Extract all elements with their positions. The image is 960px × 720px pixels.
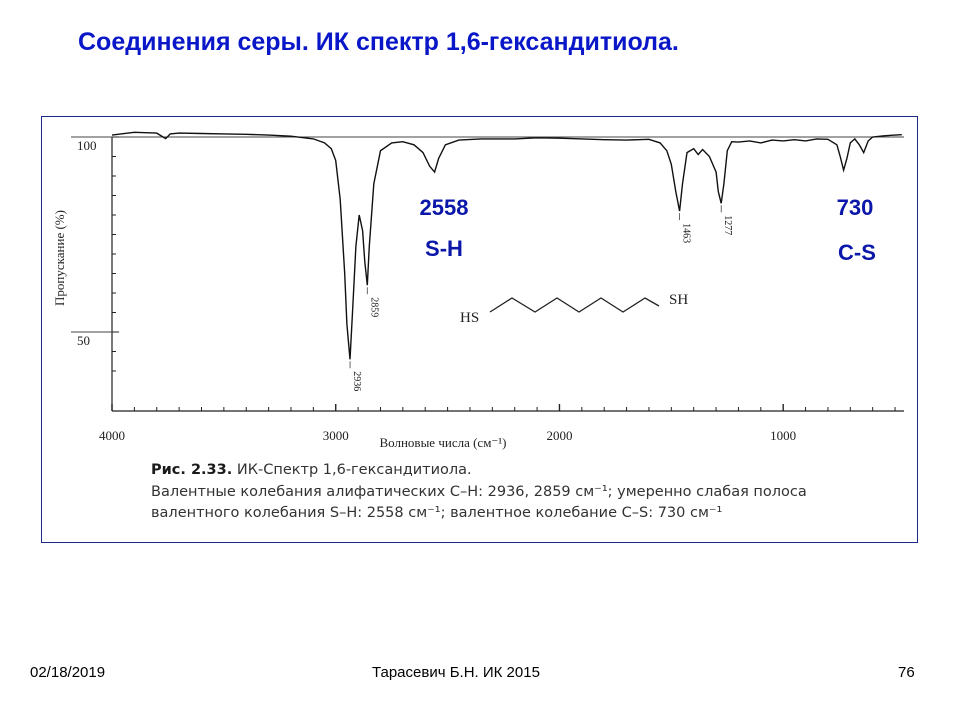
- axis-tick-labels: [77, 138, 796, 443]
- y-axis-label: Пропускание (%): [52, 210, 67, 306]
- caption-line-1: Валентные колебания алифатических C–H: 2936, 2859 см⁻¹; умеренно слабая полоса: [151, 483, 807, 500]
- x-tick-label: 1000: [770, 428, 797, 443]
- caption-figure-number: Рис. 2.33.: [151, 462, 233, 478]
- x-axis-label: Волновые числа (см⁻¹): [379, 435, 507, 450]
- axis-ticks: [112, 137, 895, 411]
- ir-spectrum-chart: [41, 116, 918, 456]
- x-tick-label: 4000: [99, 428, 125, 443]
- footer-page-number: 76: [898, 664, 915, 681]
- caption-figure-title: ИК-Спектр 1,6-гександитиола.: [236, 462, 472, 478]
- peak-label: 1277: [722, 215, 734, 236]
- y-tick-label: 50: [77, 333, 90, 348]
- peak-label: 2859: [368, 297, 380, 318]
- molecule-right-group: SH: [669, 292, 689, 308]
- figure-caption: [151, 460, 911, 525]
- x-tick-label: 2000: [546, 428, 573, 443]
- caption-title-line: [151, 460, 911, 482]
- slide-title: Соединения серы. ИК спектр 1,6-гександитиола.: [78, 28, 679, 56]
- molecule-left-group: HS: [460, 310, 480, 326]
- annotation-cs-wavenumber: 730: [836, 195, 874, 220]
- peak-label: 2936: [351, 371, 363, 392]
- molecule-structure: [460, 292, 688, 326]
- footer-author: Тарасевич Б.Н. ИК 2015: [372, 664, 540, 681]
- peak-label: 1463: [680, 223, 692, 244]
- caption-line-2: валентного колебания S–H: 2558 см⁻¹; валентное колебание C–S: 730 см⁻¹: [151, 505, 723, 521]
- annotation-sh-bond: S-H: [425, 236, 463, 261]
- y-tick-label: 100: [77, 138, 97, 153]
- annotation-sh-wavenumber: 2558: [419, 195, 469, 220]
- spectrum-series-line: [112, 132, 902, 359]
- annotation-cs-bond: C-S: [838, 240, 876, 265]
- hexane-chain-bonds: [490, 298, 659, 312]
- x-tick-label: 3000: [322, 428, 349, 443]
- footer-date: 02/18/2019: [30, 664, 106, 681]
